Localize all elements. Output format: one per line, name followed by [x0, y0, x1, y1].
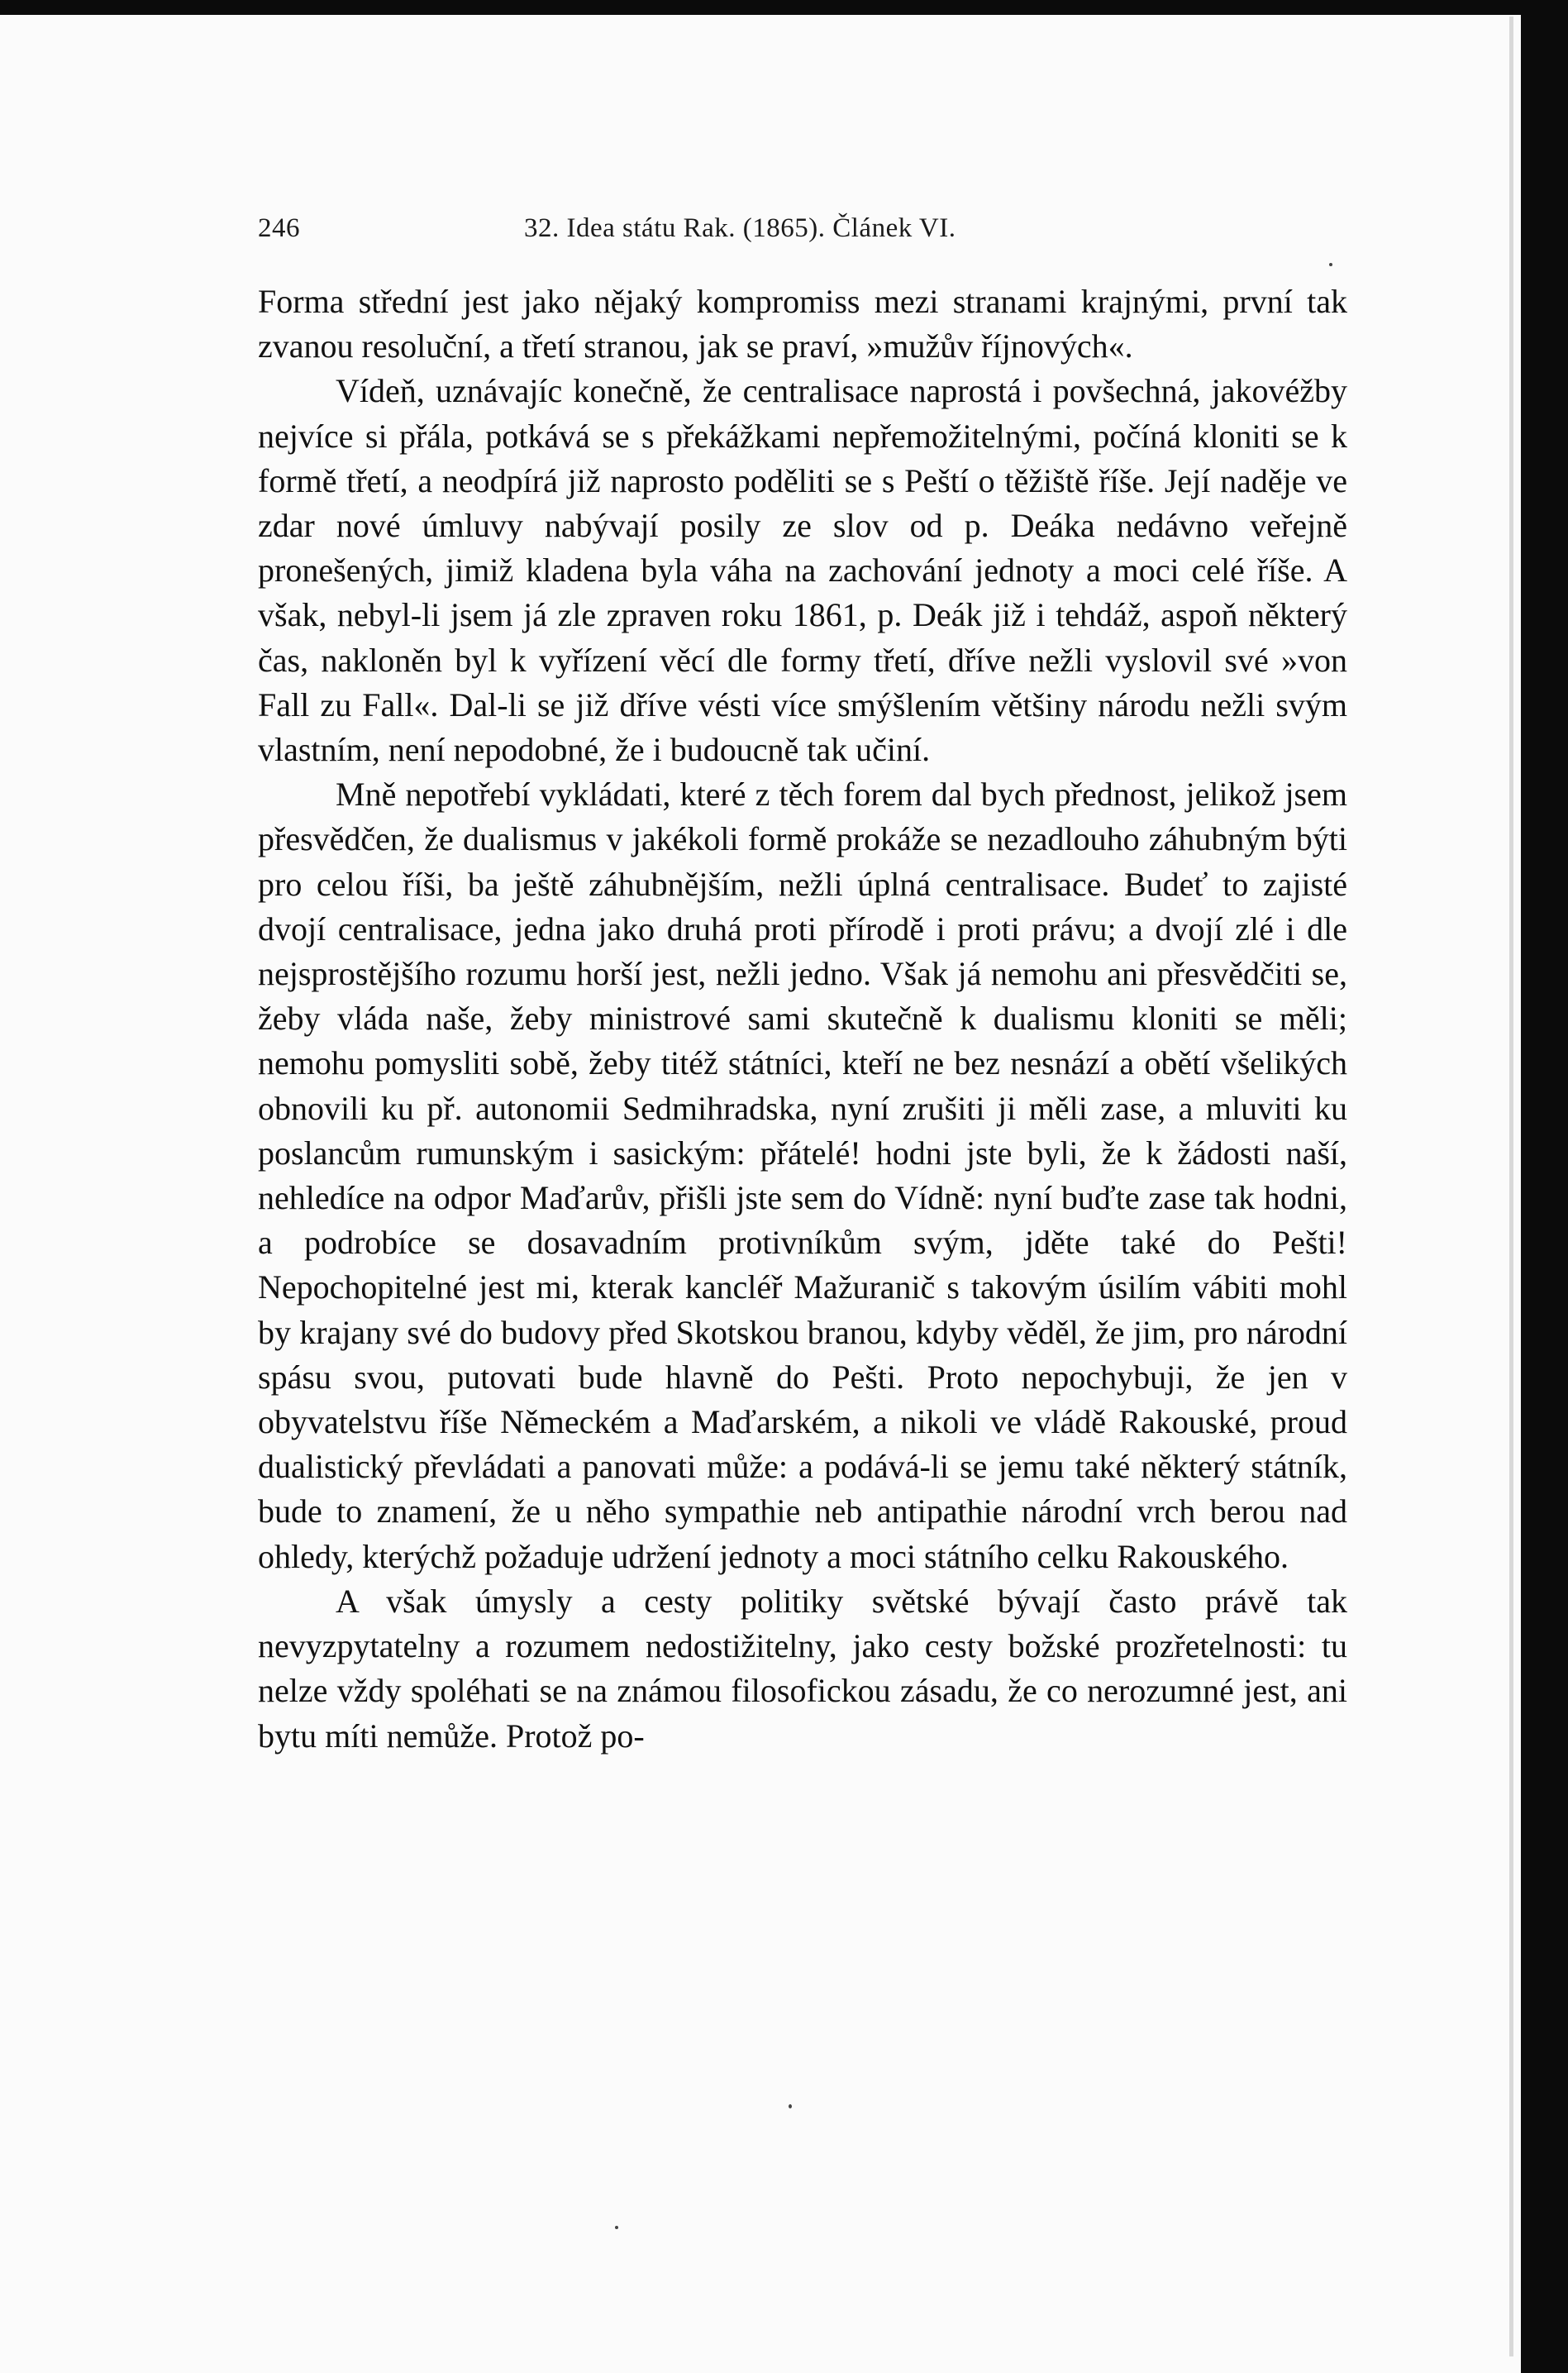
page-edge [1509, 17, 1513, 2356]
paragraph: Vídeň, uznávajíc konečně, že centralisace naprostá i povšechná, jakovéžby nejvíce si přála, potkává se s překážkami nepřemožitelnými, počíná kloniti se k formě třetí, a neodpírá již naprosto poděliti se s Peští o těžiště říše. Její naděje ve zdar nové úmluvy nabývají posily ze slov od p. Deáka nedávno veřejně pronešených, jimiž kladena byla váha na zachování jednoty a moci celé říše. A však, nebyl-li jsem já zle zpraven roku 1861, p. Deák již i tehdáž, aspoň některý čas, nakloněn byl k vyřízení věcí dle formy třetí, dříve nežli vyslovil své »von Fall zu Fall«. Dal-li se již dříve vésti více smýšlením většiny národu nežli svým vlastním, není nepodobné, že i budoucně tak učiní. [258, 372, 1347, 769]
paragraph: Forma střední jest jako nějaký kompromiss mezi stranami krajnými, první tak zvanou resoluční, a třetí stranou, jak se praví, »mužův říjnových«. [258, 283, 1347, 365]
scan-speck [789, 2104, 792, 2108]
running-header [258, 213, 1341, 255]
body-text [258, 279, 1347, 1759]
chapter-title: 32. Idea státu Rak. (1865). Článek VI. [524, 213, 956, 243]
paragraph: Mně nepotřebí vykládati, které z těch forem dal bych přednost, jelikož jsem přesvědčen, že dualismus v jakékoli formě prokáže se nezadlouho záhubným býti pro celou říši, ba ještě záhubnějším, nežli úplná centralisace. Budeť to zajisté dvojí centralisace, jedna jako druhá proti přírodě i proti právu; a dvojí zlé i dle nejsprostějšího rozumu horší jest, nežli jedno. Však já nemohu ani přesvědčiti se, žeby vláda naše, žeby ministrové sami skutečně k dualismu kloniti se měli; nemohu pomysliti sobě, žeby titéž státníci, kteří ne bez nesnází a obětí všelikých obnovili ku př. autonomii Sedmihradska, nyní zrušiti ji měli zase, a mluviti ku poslancům rumunským i sasickým: přátelé! hodni jste byli, že k žádosti naší, nehledíce na odpor Maďarův, přišli jste sem do Vídně: nyní buďte zase tak hodni, a podrobíce se dosavadním protivníkům svým, jděte také do Pešti! Nepochopitelné jest mi, kterak kancléř Mažuranič s takovým úsilím vábiti mohl by krajany své do budovy před Skotskou branou, kdyby věděl, že jim, pro národní spásu svou, putovati bude hlavně do Pešti. Proto nepochybuji, že jen v obyvatelstvu říše Německém a Maďarském, a nikoli ve vládě Rakouské, proud dualistický převládati a panovati může: a podává-li se jemu také některý státník, bude to znamení, že u něho sympathie neb antipathie národní vrch berou nad ohledy, kterýchž požaduje udržení jednoty a moci státního celku Rakouského. [258, 776, 1347, 1575]
scan-speck [1329, 263, 1332, 266]
scan-border-top [0, 0, 1568, 15]
page-number: 246 [258, 213, 300, 243]
scan-border-right [1521, 0, 1568, 2373]
paragraph: A však úmysly a cesty politiky světské bývají často právě tak nevyzpytatelny a rozumem nedostižitelny, jako cesty božské prozřetelnosti: tu nelze vždy spoléhati se na známou filosofickou zásadu, že co nerozumné jest, ani bytu míti nemůže. Protož po- [258, 1582, 1347, 1755]
scan-speck [615, 2226, 618, 2229]
